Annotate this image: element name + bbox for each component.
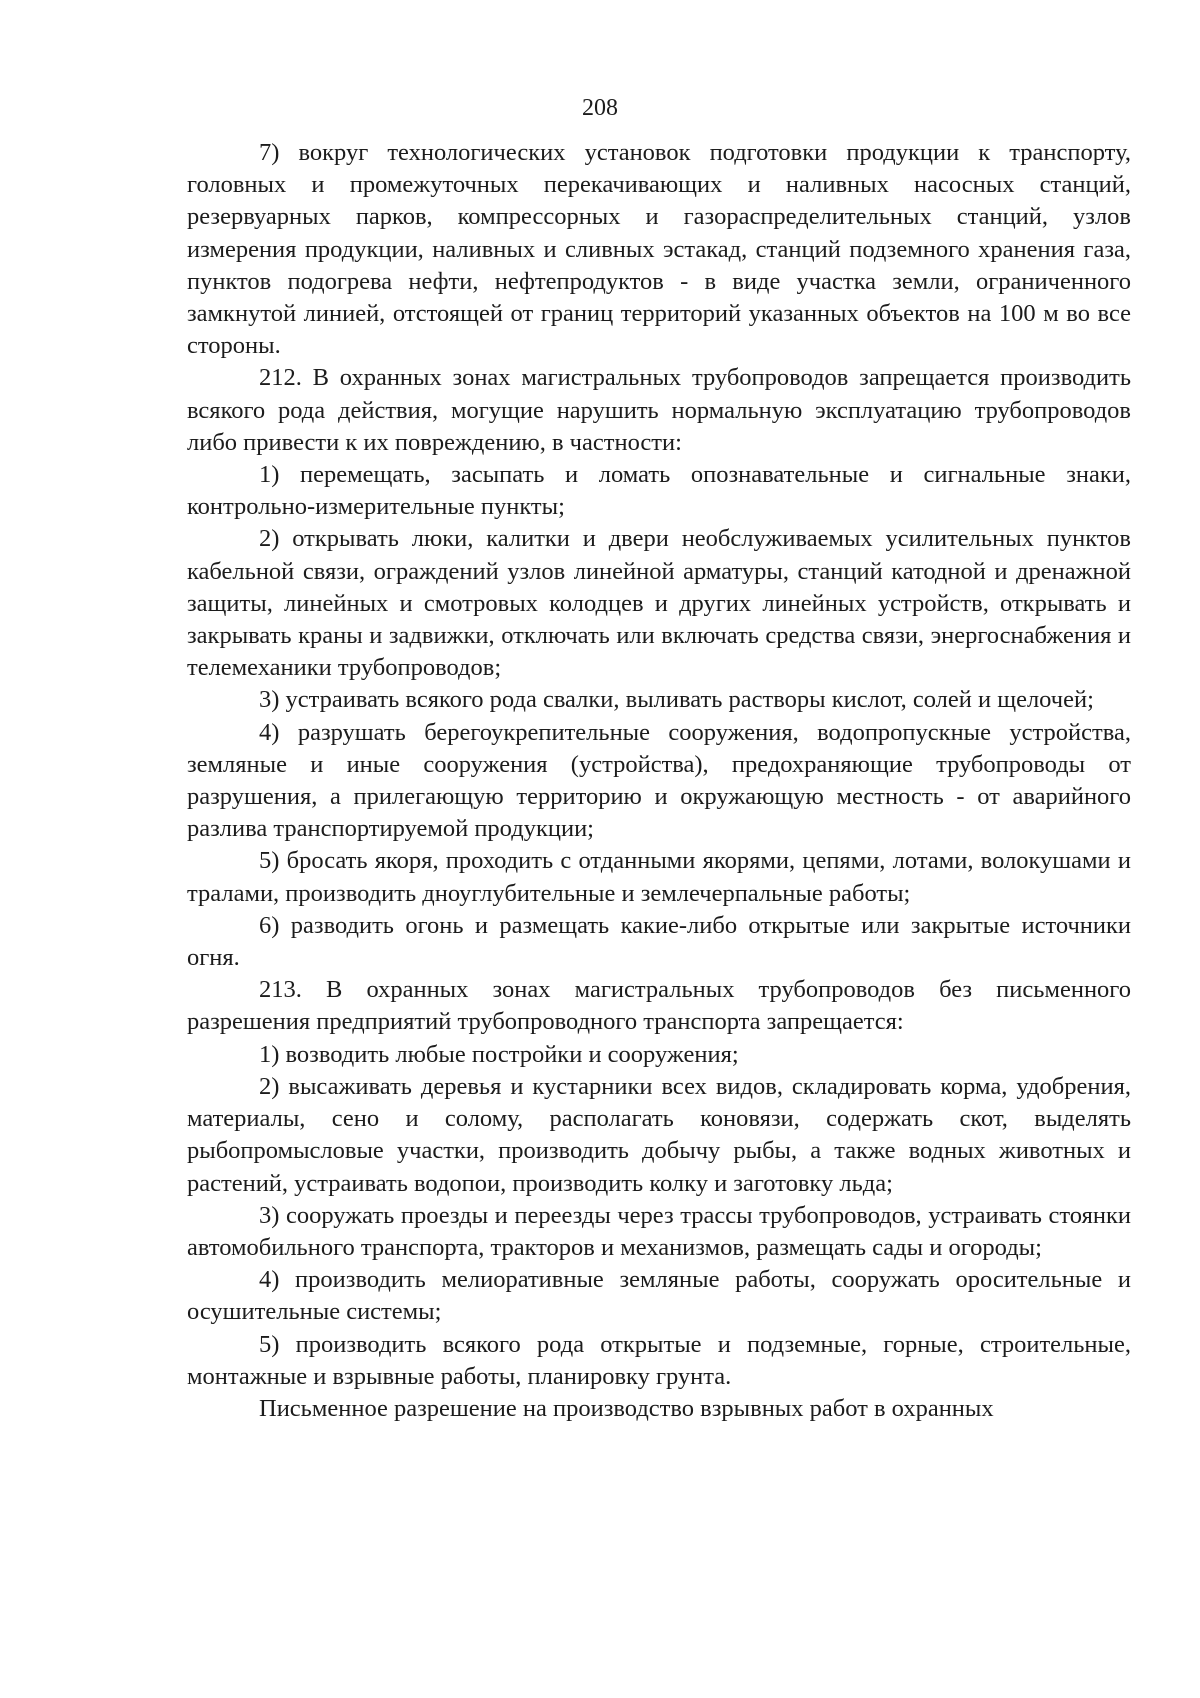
paragraph-213-item-4: 4) производить мелиоративные земляные работы, сооружать оросительные и осушительные системы; [187,1266,1131,1326]
paragraph-212-intro: 212. В охранных зонах магистральных трубопроводов запрещается производить всякого рода действия, могущие нарушить нормальную эксплуатацию трубопроводов либо привести к их повреждению, в частности: [187,364,1131,456]
paragraph-213-item-3: 3) сооружать проезды и переезды через трассы трубопроводов, устраивать стоянки автомобильного транспорта, тракторов и механизмов, размещать сады и огороды; [187,1201,1131,1261]
paragraph-212-item-5: 5) бросать якоря, проходить с отданными якорями, цепями, лотами, волокушами и тралами, производить дноуглубительные и землечерпальные работы; [187,847,1131,907]
paragraph-213-item-1: 1) возводить любые постройки и сооружения; [259,1040,739,1068]
document-body [187,137,1131,1425]
paragraph-written-permission: Письменное разрешение на производство взрывных работ в охранных [259,1394,994,1422]
paragraph-212-item-3: 3) устраивать всякого рода свалки, выливать растворы кислот, солей и щелочей; [259,686,1094,714]
paragraph-212-item-4: 4) разрушать берегоукрепительные сооружения, водопропускные устройства, земляные и иные сооружения (устройства), предохраняющие трубопроводы от разрушения, а прилегающую территорию и окружающую местность - от аварийного разлива транспортируемой продукции; [187,718,1131,843]
paragraph-item-7-location: 7) вокруг технологических установок подготовки продукции к транспорту, головных и промежуточных перекачивающих и наливных насосных станций, резервуарных парков, компрессорных и газораспределительных станций, узлов измерения продукции, наливных и сливных эстакад, станций подземного хранения газа, пунктов подогрева нефти, нефтепродуктов - в виде участка земли, ограниченного замкнутой линией, отстоящей от границ территорий указанных объектов на 100 м во все стороны. [187,139,1131,360]
paragraph-213-intro: 213. В охранных зонах магистральных трубопроводов без письменного разрешения предприятий трубопроводного транспорта запрещается: [187,976,1131,1036]
paragraph-213-item-2: 2) высаживать деревья и кустарники всех видов, складировать корма, удобрения, материалы, сено и солому, располагать коновязи, содержать скот, выделять рыбопромысловые участки, производить добычу рыбы, а также водных животных и растений, устраивать водопои, производить колку и заготовку льда; [187,1072,1131,1197]
page-number: 208 [582,95,618,121]
paragraph-212-item-1: 1) перемещать, засыпать и ломать опознавательные и сигнальные знаки, контрольно-измерительные пункты; [187,461,1131,521]
paragraph-212-item-2: 2) открывать люки, калитки и двери необслуживаемых усилительных пунктов кабельной связи, ограждений узлов линейной арматуры, станций катодной и дренажной защиты, линейных и смотровых колодцев и других линейных устройств, открывать и закрывать краны и задвижки, отключать или включать средства связи, энергоснабжения и телемеханики трубопроводов; [187,525,1131,682]
paragraph-212-item-6: 6) разводить огонь и размещать какие-либо открытые или закрытые источники огня. [187,911,1131,972]
paragraph-213-item-5: 5) производить всякого рода открытые и подземные, горные, строительные, монтажные и взрывные работы, планировку грунта. [187,1330,1131,1390]
